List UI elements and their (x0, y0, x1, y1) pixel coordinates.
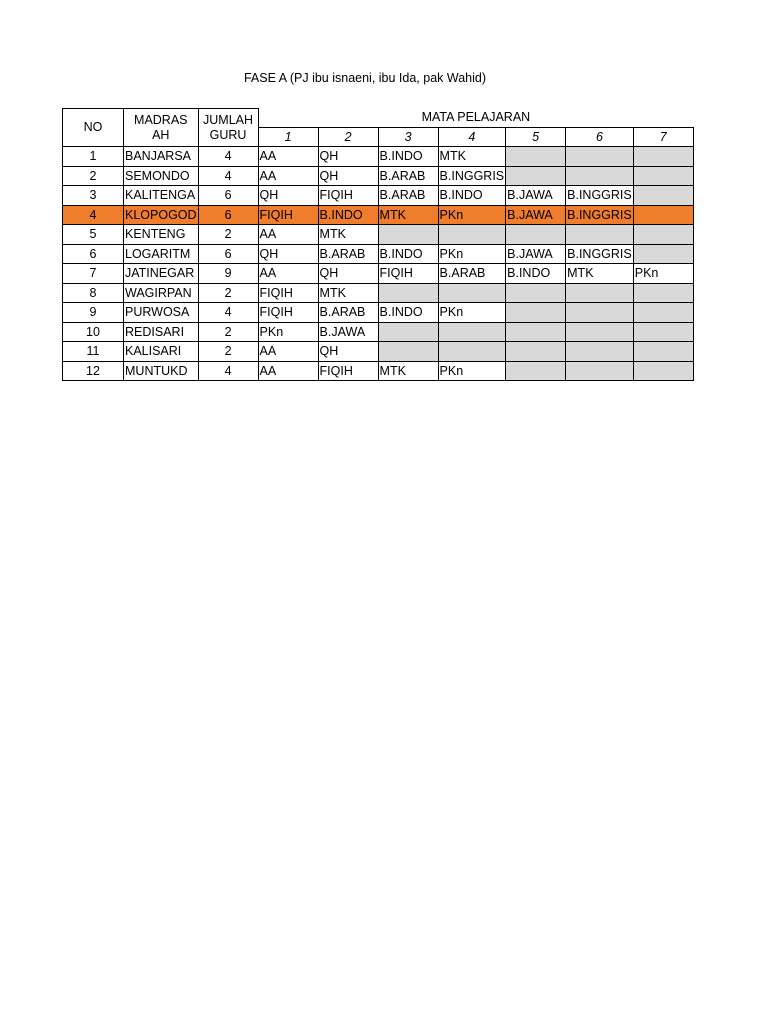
cell-subject-5[interactable] (506, 166, 566, 186)
cell-subject-4[interactable]: PKn (438, 205, 506, 225)
cell-subject-1[interactable]: AA (258, 166, 318, 186)
schedule-table (62, 108, 694, 381)
cell-subject-3[interactable]: MTK (378, 361, 438, 381)
header-jumlah-guru[interactable]: JUMLAH GURU (198, 109, 258, 147)
cell-madrasah[interactable]: BANJARSA (124, 147, 199, 167)
cell-subject-1[interactable]: QH (258, 186, 318, 206)
cell-madrasah[interactable]: JATINEGAR (124, 264, 199, 284)
cell-subject-4[interactable]: B.INGGRIS (438, 166, 506, 186)
cell-subject-3[interactable]: B.INDO (378, 147, 438, 167)
header-subject-6[interactable]: 6 (566, 127, 634, 147)
cell-subject-2[interactable]: B.ARAB (318, 303, 378, 323)
header-madrasah[interactable]: MADRAS AH (124, 109, 199, 147)
cell-subject-4[interactable] (438, 283, 506, 303)
cell-subject-4[interactable]: PKn (438, 244, 506, 264)
cell-subject-1[interactable]: AA (258, 264, 318, 284)
cell-madrasah[interactable]: MUNTUKD (124, 361, 199, 381)
cell-no[interactable]: 6 (63, 244, 124, 264)
cell-subject-1[interactable]: FIQIH (258, 283, 318, 303)
cell-madrasah[interactable]: SEMONDO (124, 166, 199, 186)
cell-subject-6[interactable]: B.INGGRIS (566, 244, 634, 264)
table-row (63, 361, 694, 381)
cell-subject-3[interactable]: MTK (378, 205, 438, 225)
cell-subject-7[interactable] (633, 186, 693, 206)
cell-madrasah[interactable]: WAGIRPAN (124, 283, 199, 303)
cell-subject-4[interactable]: MTK (438, 147, 506, 167)
cell-jumlah-guru[interactable]: 4 (198, 147, 258, 167)
cell-jumlah-guru[interactable]: 2 (198, 225, 258, 245)
header-subject-4[interactable]: 4 (438, 127, 506, 147)
cell-subject-6[interactable] (566, 342, 634, 362)
cell-subject-2[interactable]: FIQIH (318, 361, 378, 381)
cell-jumlah-guru[interactable]: 9 (198, 264, 258, 284)
cell-subject-6[interactable]: B.INGGRIS (566, 205, 634, 225)
cell-subject-2[interactable]: B.INDO (318, 205, 378, 225)
cell-subject-7[interactable] (633, 303, 693, 323)
table-row (63, 147, 694, 167)
cell-jumlah-guru[interactable]: 4 (198, 303, 258, 323)
cell-subject-7[interactable] (633, 166, 693, 186)
cell-madrasah[interactable]: KLOPOGOD (124, 205, 199, 225)
cell-subject-5[interactable]: B.JAWA (506, 186, 566, 206)
header-subject-2[interactable]: 2 (318, 127, 378, 147)
header-subject-1[interactable]: 1 (258, 127, 318, 147)
cell-jumlah-guru[interactable]: 6 (198, 186, 258, 206)
cell-no[interactable]: 11 (63, 342, 124, 362)
cell-subject-1[interactable]: FIQIH (258, 205, 318, 225)
cell-subject-4[interactable]: PKn (438, 303, 506, 323)
cell-subject-7[interactable] (633, 342, 693, 362)
header-mata-pelajaran[interactable]: MATA PELAJARAN (258, 109, 693, 128)
cell-jumlah-guru[interactable]: 4 (198, 361, 258, 381)
table-row (63, 303, 694, 323)
table-row (63, 342, 694, 362)
cell-subject-6[interactable]: MTK (566, 264, 634, 284)
cell-subject-2[interactable]: QH (318, 166, 378, 186)
cell-subject-6[interactable] (566, 166, 634, 186)
cell-no[interactable]: 5 (63, 225, 124, 245)
cell-subject-3[interactable] (378, 225, 438, 245)
cell-subject-5[interactable]: B.INDO (506, 264, 566, 284)
cell-jumlah-guru[interactable]: 4 (198, 166, 258, 186)
cell-no[interactable]: 7 (63, 264, 124, 284)
cell-madrasah[interactable]: KALITENGA (124, 186, 199, 206)
cell-jumlah-guru[interactable]: 2 (198, 322, 258, 342)
table-row (63, 283, 694, 303)
cell-no[interactable]: 10 (63, 322, 124, 342)
cell-subject-7[interactable] (633, 205, 693, 225)
cell-no[interactable]: 9 (63, 303, 124, 323)
cell-subject-7[interactable] (633, 283, 693, 303)
cell-subject-1[interactable]: AA (258, 147, 318, 167)
cell-no[interactable]: 3 (63, 186, 124, 206)
cell-subject-6[interactable]: B.INGGRIS (566, 186, 634, 206)
cell-subject-5[interactable]: B.JAWA (506, 244, 566, 264)
cell-subject-1[interactable]: FIQIH (258, 303, 318, 323)
cell-subject-6[interactable] (566, 322, 634, 342)
cell-subject-1[interactable]: QH (258, 244, 318, 264)
cell-jumlah-guru[interactable]: 6 (198, 244, 258, 264)
cell-subject-6[interactable] (566, 225, 634, 245)
cell-subject-5[interactable] (506, 342, 566, 362)
table-row (63, 186, 694, 206)
cell-subject-4[interactable] (438, 342, 506, 362)
cell-madrasah[interactable]: KALISARI (124, 342, 199, 362)
cell-subject-1[interactable]: PKn (258, 322, 318, 342)
cell-subject-5[interactable] (506, 361, 566, 381)
cell-subject-4[interactable] (438, 322, 506, 342)
cell-jumlah-guru[interactable]: 6 (198, 205, 258, 225)
header-subject-3[interactable]: 3 (378, 127, 438, 147)
cell-subject-2[interactable]: MTK (318, 225, 378, 245)
cell-subject-7[interactable] (633, 225, 693, 245)
sheet-title: FASE A (PJ ibu isnaeni, ibu Ida, pak Wahid) (243, 71, 487, 85)
cell-subject-7[interactable]: PKn (633, 264, 693, 284)
table-row (63, 205, 694, 225)
cell-subject-7[interactable] (633, 322, 693, 342)
cell-subject-2[interactable]: B.JAWA (318, 322, 378, 342)
header-subject-5[interactable]: 5 (506, 127, 566, 147)
table-row (63, 166, 694, 186)
cell-subject-1[interactable]: AA (258, 342, 318, 362)
cell-subject-7[interactable] (633, 147, 693, 167)
header-no[interactable]: NO (63, 109, 124, 147)
cell-subject-5[interactable] (506, 147, 566, 167)
cell-jumlah-guru[interactable]: 2 (198, 283, 258, 303)
cell-subject-3[interactable]: B.INDO (378, 303, 438, 323)
cell-madrasah[interactable]: LOGARITM (124, 244, 199, 264)
cell-subject-5[interactable] (506, 283, 566, 303)
table-row (63, 225, 694, 245)
cell-subject-7[interactable] (633, 361, 693, 381)
cell-subject-6[interactable] (566, 147, 634, 167)
cell-subject-6[interactable] (566, 361, 634, 381)
cell-subject-5[interactable]: B.JAWA (506, 205, 566, 225)
cell-jumlah-guru[interactable]: 2 (198, 342, 258, 362)
cell-madrasah[interactable]: KENTENG (124, 225, 199, 245)
cell-subject-4[interactable] (438, 225, 506, 245)
cell-subject-2[interactable]: QH (318, 147, 378, 167)
cell-subject-3[interactable]: FIQIH (378, 264, 438, 284)
cell-subject-6[interactable] (566, 303, 634, 323)
table-row (63, 322, 694, 342)
cell-no[interactable]: 8 (63, 283, 124, 303)
cell-subject-5[interactable] (506, 225, 566, 245)
cell-subject-3[interactable] (378, 283, 438, 303)
cell-no[interactable]: 12 (63, 361, 124, 381)
cell-subject-2[interactable]: FIQIH (318, 186, 378, 206)
cell-no[interactable]: 2 (63, 166, 124, 186)
cell-subject-4[interactable]: B.ARAB (438, 264, 506, 284)
cell-no[interactable]: 1 (63, 147, 124, 167)
cell-subject-1[interactable]: AA (258, 361, 318, 381)
table-row (63, 264, 694, 284)
cell-subject-1[interactable]: AA (258, 225, 318, 245)
cell-subject-5[interactable] (506, 322, 566, 342)
table-row (63, 244, 694, 264)
cell-madrasah[interactable]: PURWOSA (124, 303, 199, 323)
cell-subject-2[interactable]: QH (318, 342, 378, 362)
cell-no[interactable]: 4 (63, 205, 124, 225)
cell-subject-4[interactable]: B.INDO (438, 186, 506, 206)
cell-subject-4[interactable]: PKn (438, 361, 506, 381)
cell-subject-2[interactable]: QH (318, 264, 378, 284)
cell-subject-3[interactable]: B.INDO (378, 244, 438, 264)
cell-subject-3[interactable] (378, 322, 438, 342)
cell-subject-2[interactable]: MTK (318, 283, 378, 303)
cell-subject-3[interactable]: B.ARAB (378, 166, 438, 186)
cell-subject-3[interactable] (378, 342, 438, 362)
cell-madrasah[interactable]: REDISARI (124, 322, 199, 342)
cell-subject-2[interactable]: B.ARAB (318, 244, 378, 264)
cell-subject-3[interactable]: B.ARAB (378, 186, 438, 206)
cell-subject-5[interactable] (506, 303, 566, 323)
header-subject-7[interactable]: 7 (633, 127, 693, 147)
cell-subject-7[interactable] (633, 244, 693, 264)
cell-subject-6[interactable] (566, 283, 634, 303)
